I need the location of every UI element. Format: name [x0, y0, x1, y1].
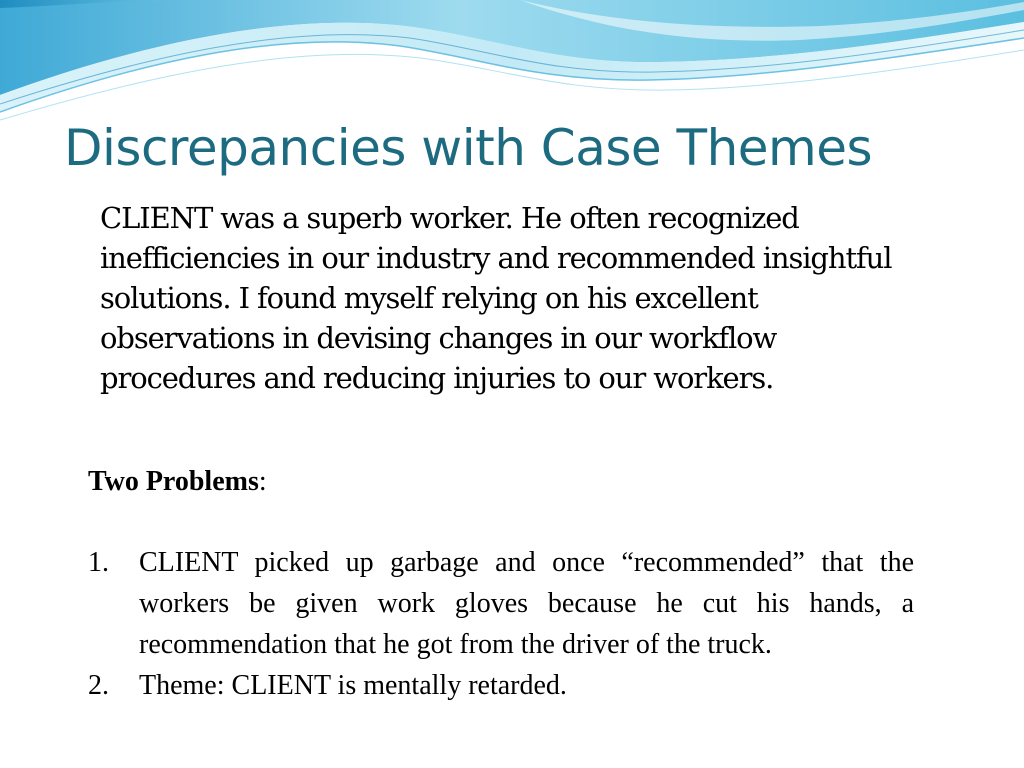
problems-heading-colon: : — [258, 466, 267, 497]
problems-heading — [88, 462, 914, 502]
list-item — [88, 542, 914, 665]
problem-list — [88, 542, 914, 706]
slide-title: Discrepancies with Case Themes — [64, 119, 873, 177]
problems-heading-label: Two Problems — [88, 466, 259, 497]
list-item — [88, 665, 914, 706]
list-item-text: CLIENT picked up garbage and once “recommended” that the workers be given work gloves because he cut his hands, a recommendation that he got from the driver of the truck. — [139, 547, 914, 660]
client-quote: CLIENT was a superb worker. He often recognized inefficiencies in our industry and recommended insightful solutions. I found myself relying on his excellent observations in devising changes in our workflow procedures and reducing injuries to our workers. — [100, 201, 892, 395]
list-item-number: 1. — [88, 547, 109, 578]
list-item-number: 2. — [88, 670, 109, 701]
problems-section — [88, 462, 914, 706]
list-item-text: Theme: CLIENT is mentally retarded. — [139, 670, 567, 701]
